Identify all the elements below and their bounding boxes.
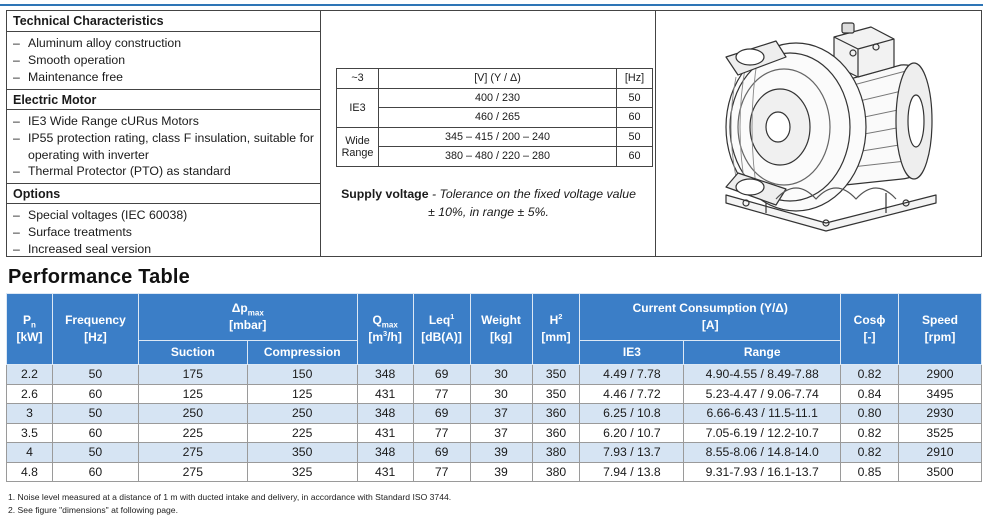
table-cell: 3.5 xyxy=(7,423,53,443)
options-item: – Surface treatments xyxy=(13,224,314,241)
table-cell: 30 xyxy=(470,384,532,404)
options-title: Options xyxy=(7,183,320,204)
table-cell: 275 xyxy=(138,462,247,482)
top-rule xyxy=(0,4,983,6)
voltage-label-wide-range xyxy=(337,127,379,166)
supply-label: Supply voltage xyxy=(341,187,429,201)
performance-table xyxy=(6,293,982,482)
motor-list xyxy=(7,110,320,184)
table-cell: 250 xyxy=(138,404,247,424)
table-cell: 325 xyxy=(247,462,357,482)
voltage-hz: 50 xyxy=(617,88,653,108)
col-header-flow: $Q_{max}$ $[m^3/h]$ xyxy=(357,294,413,365)
supply-voltage-note xyxy=(321,185,656,221)
wide-label-line-2: Range xyxy=(341,146,374,159)
col-header-compression: Compression xyxy=(247,341,357,365)
table-row xyxy=(7,423,982,443)
table-cell: 3495 xyxy=(898,384,981,404)
table-cell: 4.8 xyxy=(7,462,53,482)
table-cell: 50 xyxy=(52,443,138,463)
table-cell: 350 xyxy=(532,365,580,385)
table-cell: 3500 xyxy=(898,462,981,482)
table-cell: 380 xyxy=(532,443,580,463)
table-cell: 2910 xyxy=(898,443,981,463)
table-cell: 77 xyxy=(413,423,470,443)
motor-item: – IE3 Wide Range cURus Motors xyxy=(13,113,314,130)
table-cell: 2.6 xyxy=(7,384,53,404)
table-cell: 6.25 / 10.8 xyxy=(580,404,684,424)
footnote-1: 1. Noise level measured at a distance of 1 m with ducted intake and delivery, in accordance with Standard ISO 3744. xyxy=(8,492,452,502)
table-cell: 0.82 xyxy=(841,365,899,385)
voltage-hz: 50 xyxy=(617,127,653,147)
col-header-weight: Weight [kg] xyxy=(470,294,532,365)
table-cell: 2900 xyxy=(898,365,981,385)
supply-text-2: ± 10%, in range ± 5%. xyxy=(428,205,549,219)
voltage-hz: 60 xyxy=(617,108,653,128)
voltage-value: 460 / 265 xyxy=(379,108,617,128)
col-header-pressure: $\Delta p_{max}$ [mbar] xyxy=(138,294,357,341)
voltage-label-ie3: IE3 xyxy=(337,88,379,127)
options-item: – Increased seal version xyxy=(13,241,314,258)
table-cell: 150 xyxy=(247,365,357,385)
table-cell: 0.85 xyxy=(841,462,899,482)
tech-title: Technical Characteristics xyxy=(7,11,320,32)
side-channel-blower-illustration xyxy=(706,17,946,249)
table-cell: 8.55-8.06 / 14.8-14.0 xyxy=(684,443,841,463)
table-cell: 50 xyxy=(52,404,138,424)
table-cell: 250 xyxy=(247,404,357,424)
table-row xyxy=(7,443,982,463)
table-cell: 69 xyxy=(413,443,470,463)
table-row xyxy=(7,404,982,424)
table-cell: 69 xyxy=(413,404,470,424)
voltage-value: 345 – 415 / 200 – 240 xyxy=(379,127,617,147)
voltage-header-hz: [Hz] xyxy=(617,69,653,89)
col-header-height: $H^2$ [mm] xyxy=(532,294,580,365)
footnote-2: 2. See figure "dimensions" at following page. xyxy=(8,504,178,515)
footnotes xyxy=(8,491,451,516)
table-cell: 431 xyxy=(357,462,413,482)
col-header-power: $P_n$ [kW] xyxy=(7,294,53,365)
table-cell: 348 xyxy=(357,443,413,463)
table-row xyxy=(7,365,982,385)
table-cell: 4.90-4.55 / 8.49-7.88 xyxy=(684,365,841,385)
voltage-header-voltage: [V] (Y / Δ) xyxy=(379,69,617,89)
table-cell: 69 xyxy=(413,365,470,385)
motor-item: – IP55 protection rating, class F insulation, suitable for operating with inverter xyxy=(13,130,314,164)
table-cell: 175 xyxy=(138,365,247,385)
table-cell: 4.49 / 7.78 xyxy=(580,365,684,385)
voltage-table xyxy=(336,68,653,167)
table-cell: 7.93 / 13.7 xyxy=(580,443,684,463)
table-cell: 4 xyxy=(7,443,53,463)
options-item: – Special voltages (IEC 60038) xyxy=(13,207,314,224)
table-cell: 0.82 xyxy=(841,443,899,463)
table-cell: 431 xyxy=(357,384,413,404)
table-cell: 3525 xyxy=(898,423,981,443)
table-row xyxy=(7,384,982,404)
table-cell: 380 xyxy=(532,462,580,482)
table-cell: 431 xyxy=(357,423,413,443)
table-cell: 5.23-4.47 / 9.06-7.74 xyxy=(684,384,841,404)
table-cell: 6.66-6.43 / 11.5-11.1 xyxy=(684,404,841,424)
table-cell: 2.2 xyxy=(7,365,53,385)
table-cell: 9.31-7.93 / 16.1-13.7 xyxy=(684,462,841,482)
motor-title: Electric Motor xyxy=(7,89,320,110)
col-header-ie3: IE3 xyxy=(580,341,684,365)
motor-item: – Thermal Protector (PTO) as standard xyxy=(13,163,314,180)
tech-item: – Smooth operation xyxy=(13,52,314,69)
table-cell: 7.05-6.19 / 12.2-10.7 xyxy=(684,423,841,443)
table-cell: 4.46 / 7.72 xyxy=(580,384,684,404)
table-cell: 60 xyxy=(52,462,138,482)
characteristics-column xyxy=(7,11,321,256)
col-header-current: Current Consumption (Y/Δ) [A] xyxy=(580,294,841,341)
table-cell: 350 xyxy=(532,384,580,404)
characteristics-panel xyxy=(6,10,982,257)
product-image-column xyxy=(656,11,981,256)
table-cell: 225 xyxy=(138,423,247,443)
col-header-frequency: Frequency [Hz] xyxy=(52,294,138,365)
table-cell: 350 xyxy=(247,443,357,463)
table-row xyxy=(7,462,982,482)
table-cell: 348 xyxy=(357,365,413,385)
table-cell: 125 xyxy=(138,384,247,404)
col-header-suction: Suction xyxy=(138,341,247,365)
table-cell: 39 xyxy=(470,443,532,463)
table-cell: 0.80 xyxy=(841,404,899,424)
col-header-noise: Leq$^1$ [dB(A)] xyxy=(413,294,470,365)
col-header-range: Range xyxy=(684,341,841,365)
table-cell: 275 xyxy=(138,443,247,463)
tech-item: – Aluminum alloy construction xyxy=(13,35,314,52)
table-cell: 30 xyxy=(470,365,532,385)
table-cell: 2930 xyxy=(898,404,981,424)
table-cell: 3 xyxy=(7,404,53,424)
options-list xyxy=(7,204,320,261)
voltage-column xyxy=(321,11,656,256)
table-cell: 0.84 xyxy=(841,384,899,404)
table-cell: 60 xyxy=(52,423,138,443)
table-cell: 360 xyxy=(532,404,580,424)
voltage-value: 400 / 230 xyxy=(379,88,617,108)
wide-label-line-1: Wide xyxy=(345,134,370,147)
supply-text-1: - Tolerance on the fixed voltage value xyxy=(428,187,636,201)
table-cell: 360 xyxy=(532,423,580,443)
voltage-header-phase: ~3 xyxy=(337,69,379,89)
performance-title: Performance Table xyxy=(8,266,190,288)
table-cell: 77 xyxy=(413,384,470,404)
table-cell: 7.94 / 13.8 xyxy=(580,462,684,482)
col-header-speed: Speed [rpm] xyxy=(898,294,981,365)
table-cell: 0.82 xyxy=(841,423,899,443)
table-cell: 348 xyxy=(357,404,413,424)
tech-item: – Maintenance free xyxy=(13,69,314,86)
col-header-cosphi: Cosϕ [-] xyxy=(841,294,899,365)
table-cell: 39 xyxy=(470,462,532,482)
table-cell: 6.20 / 10.7 xyxy=(580,423,684,443)
tech-list xyxy=(7,32,320,89)
table-cell: 37 xyxy=(470,404,532,424)
table-cell: 37 xyxy=(470,423,532,443)
table-cell: 125 xyxy=(247,384,357,404)
table-cell: 60 xyxy=(52,384,138,404)
voltage-value: 380 – 480 / 220 – 280 xyxy=(379,147,617,167)
table-cell: 50 xyxy=(52,365,138,385)
table-cell: 77 xyxy=(413,462,470,482)
voltage-hz: 60 xyxy=(617,147,653,167)
table-cell: 225 xyxy=(247,423,357,443)
